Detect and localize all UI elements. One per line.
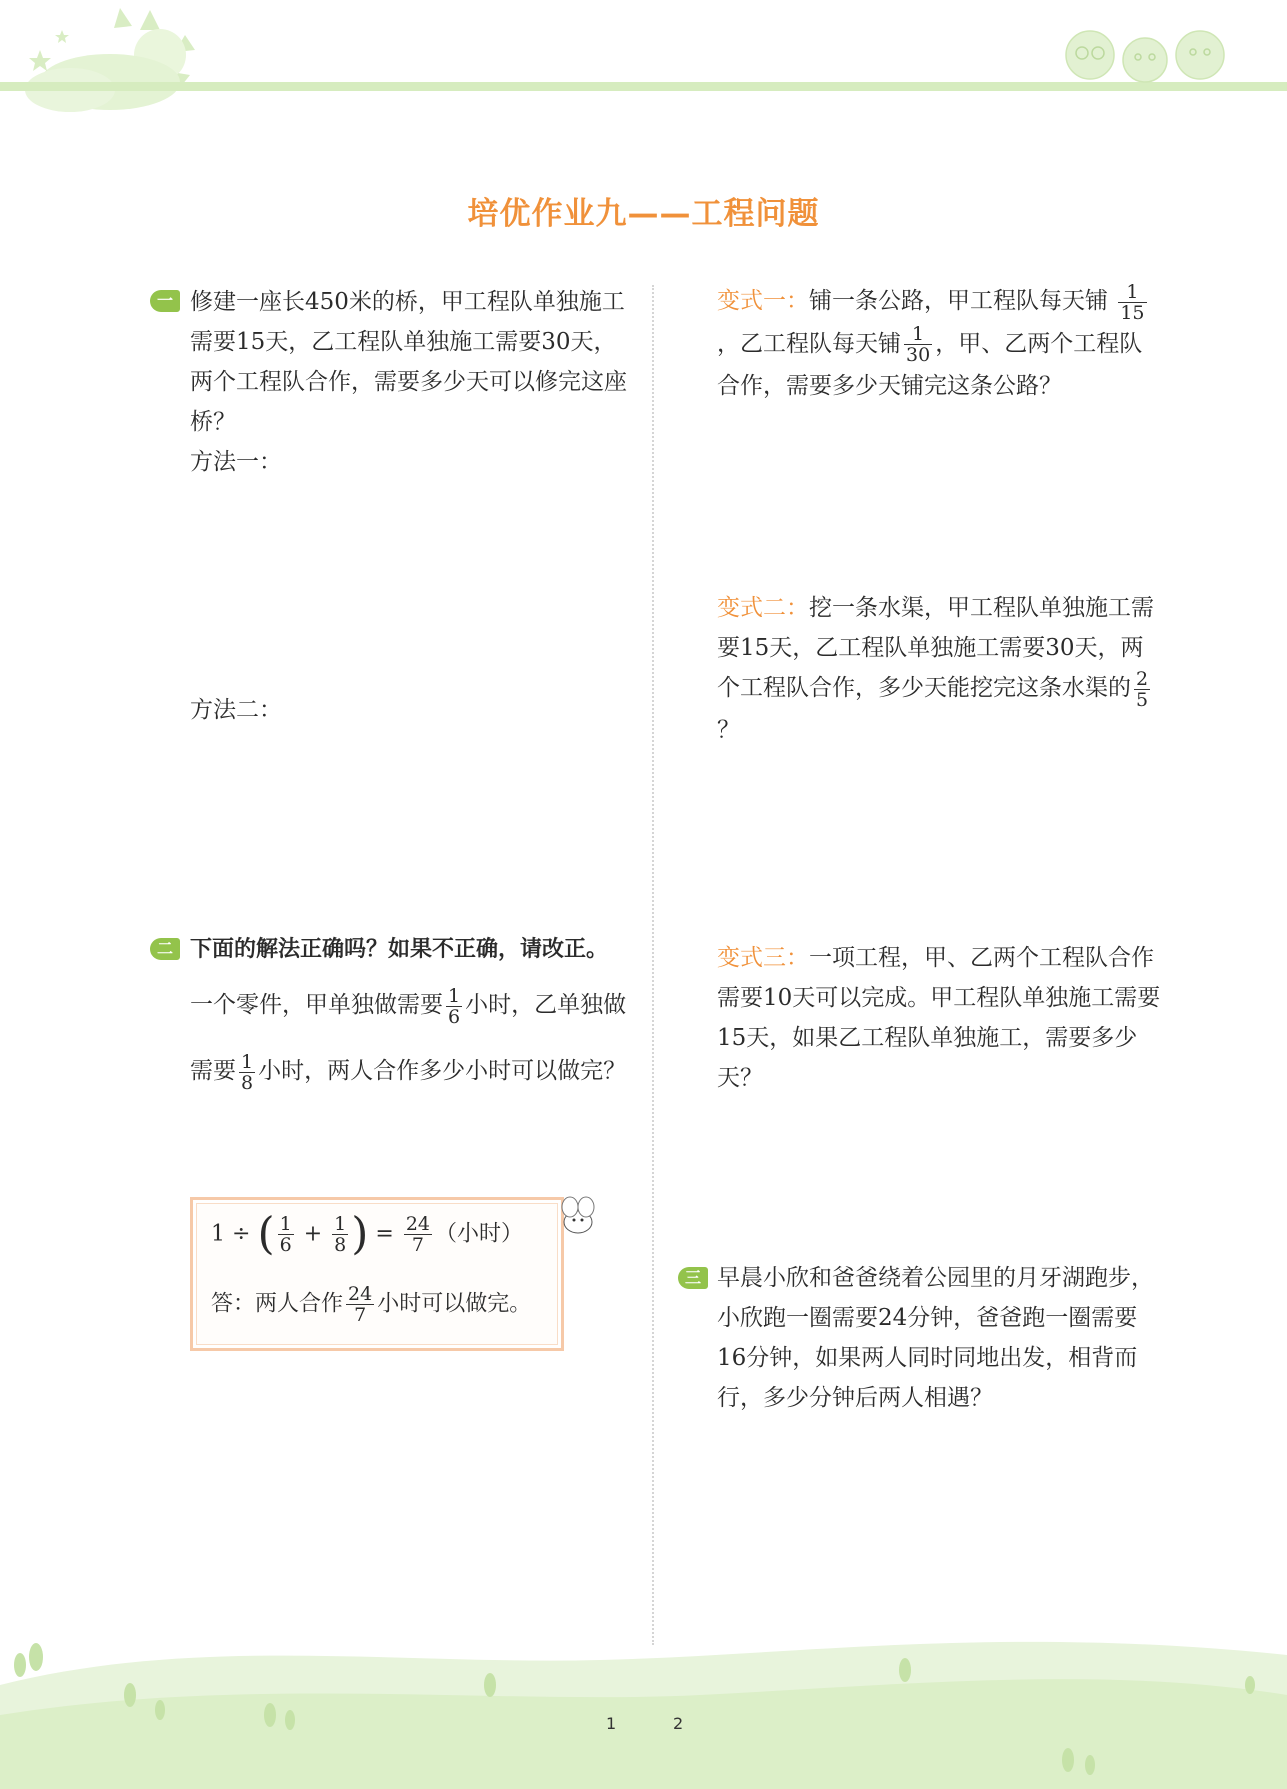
solution-fraction-b: $\frac{1}{8}$: [334, 1213, 347, 1256]
question-badge-1: 一: [150, 290, 180, 312]
sun-cloud-decoration: [0, 0, 220, 115]
variant-2: [717, 588, 1162, 750]
fraction-1-15: $\frac{1}{15}$: [1120, 280, 1145, 324]
variant-1-text-3: ，甲、乙两个工程队合作，需要多少天铺完这条公路？: [717, 330, 1143, 399]
variant-3-text: 一项工程，甲、乙两个工程队合作需要10天可以完成。甲工程队单独施工需要15天，如果乙工程队单独施工，需要多少天？: [717, 945, 1161, 1091]
variant-1: [717, 280, 1162, 407]
question-3: [717, 1258, 1162, 1418]
question-2-text-2: 小时，乙单独做需要: [190, 992, 627, 1084]
answer-fraction: $\frac{24}{7}$: [348, 1283, 373, 1326]
fraction-1-6: $\frac{1}{6}$: [448, 984, 461, 1028]
solution-fraction-a: $\frac{1}{6}$: [279, 1213, 292, 1256]
column-divider: [652, 285, 654, 1645]
question-1: [190, 282, 630, 482]
question-2-text-1: 一个零件，甲单独做需要: [190, 992, 443, 1018]
question-2: [190, 930, 630, 1104]
question-3-text: 早晨小欣和爸爸绕着公园里的月牙湖跑步，小欣跑一圈需要24分钟，爸爸跑一圈需要16分钟，如果两人同时同地出发，相背而行，多少分钟后两人相遇？: [717, 1265, 1154, 1411]
fraction-1-30: $\frac{1}{30}$: [906, 323, 931, 366]
page-number-left: 1: [606, 1714, 617, 1733]
question-2-heading: 下面的解法正确吗？如果不正确，请改正。: [190, 937, 609, 962]
animal-faces-decoration: [1050, 15, 1250, 85]
fraction-1-8: $\frac{1}{8}$: [241, 1050, 254, 1094]
variant-2-text-1: 挖一条水渠，甲工程队单独施工需要15天，乙工程队单独施工需要30天，两个工程队合作，多少天能挖完这条水渠的: [717, 595, 1154, 701]
bee-decoration: [548, 1192, 608, 1242]
question-1-text: 修建一座长450米的桥，甲工程队单独施工需要15天，乙工程队单独施工需要30天，两个工程队合作，需要多少天可以修完这座桥？: [190, 289, 627, 435]
solution-box: [190, 1197, 564, 1351]
hills-decoration: [0, 1625, 1287, 1789]
variant-2-label: 变式二：: [717, 595, 809, 621]
solution-equation: 1 ÷ ( $\frac{1}{6}$ + $\frac{1}{8}$ ) = $\frac{24}{7}$ （小时）: [211, 1208, 524, 1260]
method-two-label: 方法二：: [190, 697, 282, 723]
variant-1-label: 变式一：: [717, 288, 809, 314]
question-badge-2: 二: [150, 938, 180, 960]
variant-1-text-2: ，乙工程队每天铺: [717, 330, 901, 357]
variant-1-text-1: 铺一条公路，甲工程队每天铺: [809, 288, 1108, 314]
page-number-right: 2: [673, 1714, 684, 1733]
variant-3: [717, 938, 1162, 1098]
solution-result-fraction: $\frac{24}{7}$: [405, 1213, 431, 1256]
fraction-2-5: $\frac{2}{5}$: [1136, 667, 1149, 711]
page-title: 培优作业九——工程问题: [467, 196, 820, 232]
question-2-text-3: 小时，两人合作多少小时可以做完？: [258, 1058, 627, 1084]
method-one-label: 方法一：: [190, 449, 282, 475]
question-badge-3: 三: [678, 1267, 708, 1289]
variant-2-text-2: ？: [717, 716, 740, 743]
solution-answer: 答：两人合作 $\frac{24}{7}$ 小时可以做完。: [211, 1283, 532, 1326]
variant-3-label: 变式三：: [717, 945, 809, 971]
